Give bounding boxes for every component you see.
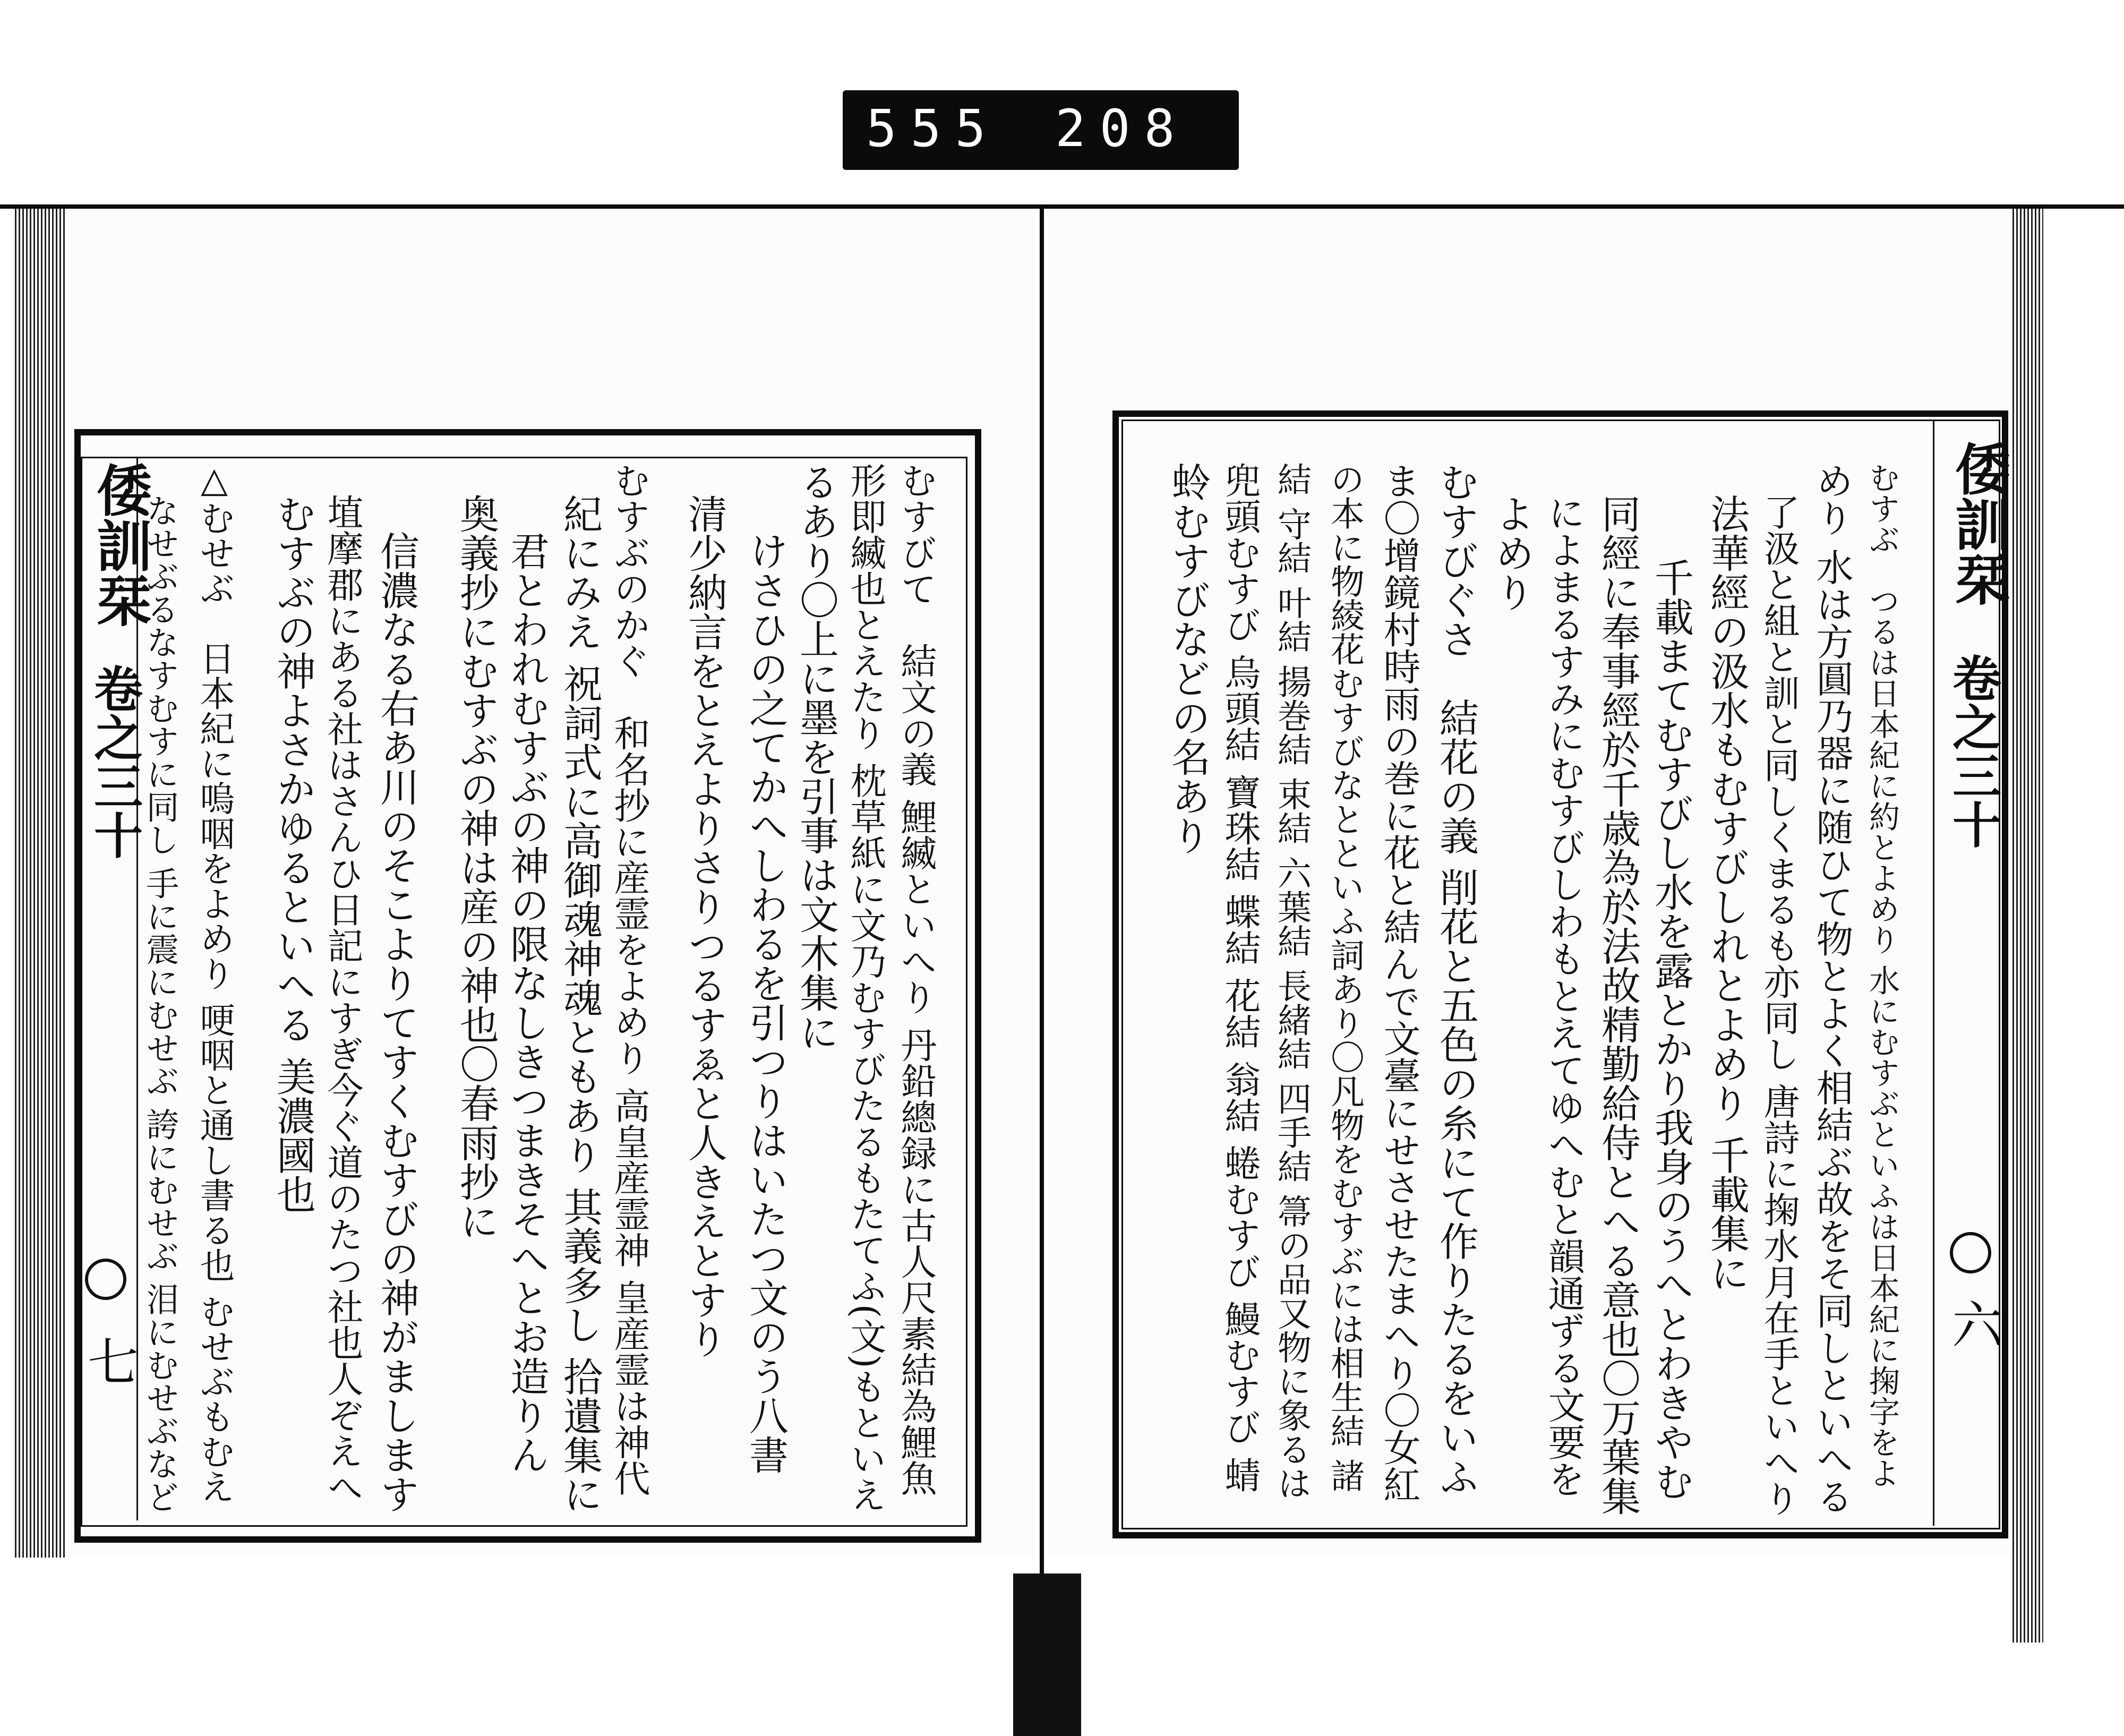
left-col-10: ま〇增鏡村時雨の巻に花と結んで文臺にせさせたまへり〇女紅: [1377, 462, 1421, 1503]
right-col-11: 埴摩郡にある社はさんひ日記にすぎ今ぐ道のたつ社也人ぞえへ: [321, 494, 363, 1505]
top-frame-line: [0, 204, 2124, 209]
left-col-13: 兜頭むすび 烏頭結 寶珠結 蝶結 花結 翁結 蜷むすび 鰻むすび 蜻: [1219, 462, 1261, 1493]
left-col-1: むすぶ つるは日本紀に約とよめり 水にむすぶといふは日本紀に掬字をよ: [1864, 462, 1900, 1489]
right-col-13: △むせぶ 日本紀に嗚咽をよめり 哽咽と通し書る也 むせぶもむえ: [194, 459, 235, 1504]
stamp-left-number: 555: [866, 99, 1000, 158]
left-col-12: 結 守結 叶結 揚巻結 束結 六葉結 長緒結 四手結 箒の品又物に象るは: [1272, 462, 1311, 1500]
left-col-14: 蛉むすびなどの名あり: [1165, 462, 1211, 855]
left-col-8: よめり: [1489, 494, 1535, 612]
right-page-circle-mark: [85, 1259, 126, 1300]
left-page-label: 倭訓栞: [1946, 441, 2011, 606]
right-col-6: むすぶのかぐ 和名抄に産霊をよめり 高皇産霊神 皇産霊は神代: [608, 462, 650, 1496]
right-col-14: なせぶるなすむすに同し 手に震にむせぶ 誇にむせぶ 泪にむせぶなど: [141, 494, 179, 1513]
right-page-folio: 七: [88, 1333, 139, 1392]
stamp-right-number: 208: [1055, 99, 1189, 158]
right-col-1: むすびて 結文の義 鯉縅といへり 丹鉛總録に古人尺素結為鯉魚: [895, 462, 937, 1496]
right-col-3: るあり〇上に墨を引事は文木集に: [793, 462, 839, 1051]
left-col-3: 了汲と組と訓と同しくまるも亦同し 唐詩に掬水月在手といへり: [1758, 494, 1800, 1517]
right-col-7: 紀にみえ 祝詞式に高御魂神魂ともあり 其義多し 拾遺集に: [557, 494, 603, 1514]
left-col-4: 法華經の汲水もむすびしれとよめり 千載集に: [1704, 494, 1750, 1293]
left-page-folio: 六: [1952, 1296, 2003, 1355]
right-col-8: 君とわれむすぶの神の限なしきつまきそへとお造りん: [504, 531, 550, 1474]
right-col-2: 形即縅也とえたり 枕草紙に文乃むすびたるもたてふ(文)もといえ: [844, 462, 886, 1513]
left-col-5: 千載まてむすびし水を露とかり我身のうへとわきやむ: [1648, 558, 1694, 1501]
right-page-volume: 卷之三十: [86, 664, 143, 859]
catalog-stamp: [843, 90, 1239, 170]
left-page-edge: [2012, 209, 2043, 1643]
spine-block: [1013, 1573, 1081, 1736]
right-col-4: けさひの之てかへしわるを引つりはいたつ文のう八書: [743, 531, 789, 1474]
right-page-edge: [15, 209, 66, 1558]
left-col-7: によまるすみにむすびしわもとえてゆへむと韻通ずる文要を: [1542, 494, 1586, 1498]
right-col-9: 奥義抄にむすぶの神は産の神也〇春雨抄に: [453, 494, 499, 1241]
left-page-circle-mark: [1950, 1232, 1991, 1273]
left-col-2: めり 水は方圓乃器に随ひて物とよく相結ぶ故をそ同しといへる: [1810, 462, 1854, 1515]
left-col-6: 同經に奉事經於千歳為於法故精勤給侍とへる意也〇万葉集: [1595, 494, 1641, 1516]
left-col-9: むすびぐさ 結花の義 削花と五色の糸にて作りたるをいふ: [1433, 462, 1479, 1496]
right-col-5: 清少納言をとえよりさりつるすゑと人きえとすり: [682, 494, 727, 1358]
right-page-label: 倭訓栞: [87, 462, 152, 628]
left-col-11: の本に物綾花むすびなとといふ詞あり〇凡物をむすぶには相生結 諸: [1325, 462, 1364, 1493]
right-col-12: むすぶの神よさかゆるといへる 美濃國也: [270, 494, 316, 1214]
spine-line: [1040, 204, 1044, 1575]
right-col-10: 信濃なる右あ川のそこよりてすくむすびの神がまします: [374, 531, 419, 1513]
left-page-volume: 卷之三十: [1945, 653, 2002, 849]
